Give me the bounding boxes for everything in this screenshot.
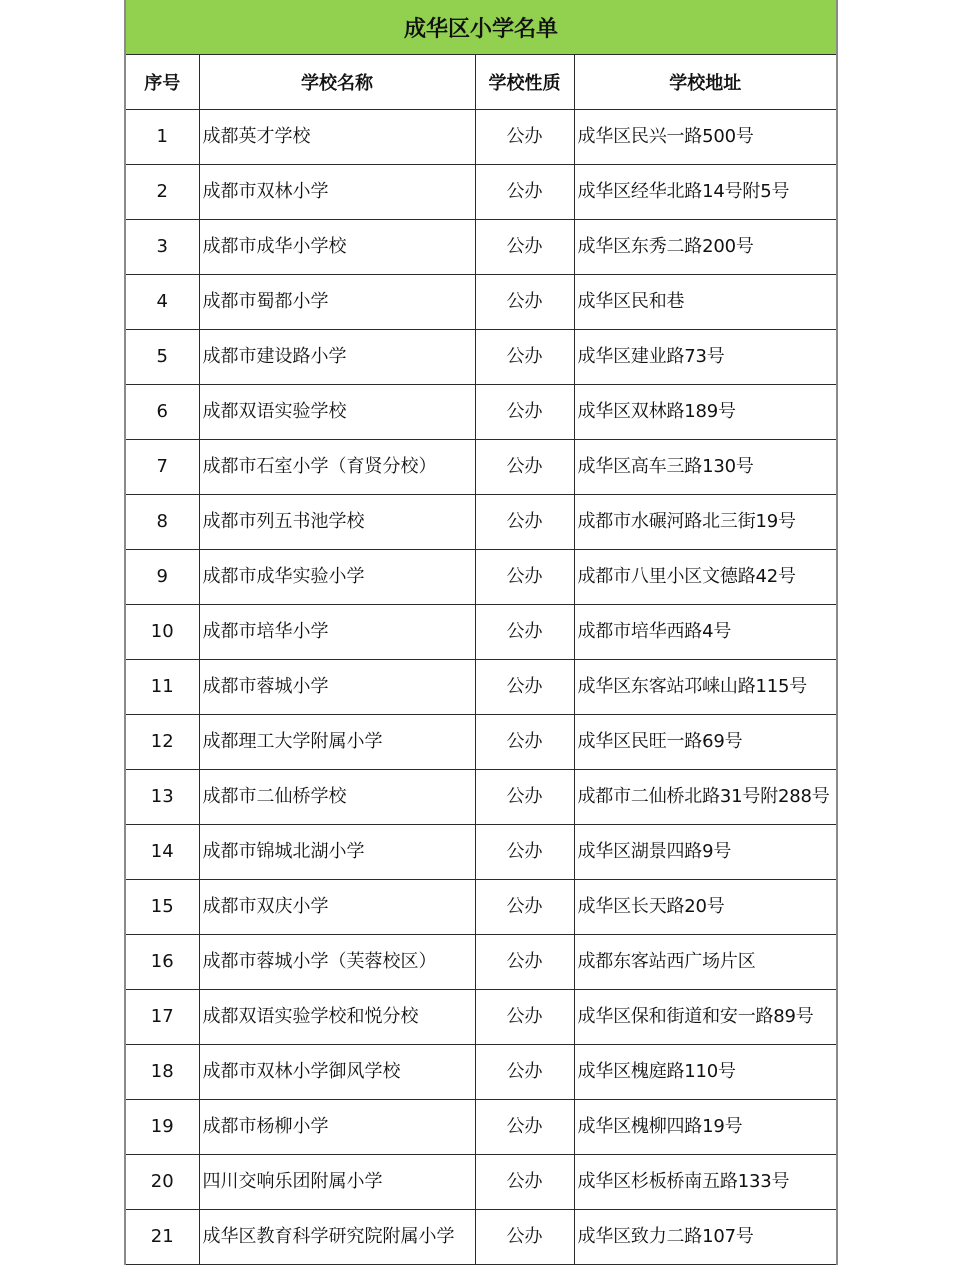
- school-list-sheet: [124, 0, 836, 1265]
- serial-number-cell: 10: [125, 605, 199, 660]
- serial-number-cell: 16: [125, 935, 199, 990]
- school-type-cell: 公办: [475, 770, 574, 825]
- school-address-cell: 成华区建业路73号: [574, 330, 837, 385]
- table-row: [125, 880, 837, 935]
- serial-number-cell: 1: [125, 110, 199, 165]
- school-address-cell: 成华区槐柳四路19号: [574, 1100, 837, 1155]
- school-type-cell: 公办: [475, 1155, 574, 1210]
- serial-number-cell: 6: [125, 385, 199, 440]
- school-address-cell: 成华区致力二路107号: [574, 1210, 837, 1265]
- table-row: [125, 1100, 837, 1155]
- school-name-cell: 成都市成华小学校: [199, 220, 475, 275]
- school-type-cell: 公办: [475, 220, 574, 275]
- serial-number-cell: 5: [125, 330, 199, 385]
- table-row: [125, 110, 837, 165]
- school-type-cell: 公办: [475, 550, 574, 605]
- serial-number-cell: 7: [125, 440, 199, 495]
- school-address-cell: 成华区经华北路14号附5号: [574, 165, 837, 220]
- school-name-cell: 成都双语实验学校: [199, 385, 475, 440]
- school-address-cell: 成华区湖景四路9号: [574, 825, 837, 880]
- school-type-cell: 公办: [475, 495, 574, 550]
- serial-number-cell: 15: [125, 880, 199, 935]
- table-row: [125, 220, 837, 275]
- school-name-cell: 成都市蜀都小学: [199, 275, 475, 330]
- table-row: [125, 1210, 837, 1265]
- serial-number-cell: 9: [125, 550, 199, 605]
- serial-number-cell: 14: [125, 825, 199, 880]
- table-row: [125, 1045, 837, 1100]
- school-address-cell: 成华区东客站邛崃山路115号: [574, 660, 837, 715]
- school-address-cell: 成华区长天路20号: [574, 880, 837, 935]
- school-type-cell: 公办: [475, 1210, 574, 1265]
- school-name-cell: 成都市锦城北湖小学: [199, 825, 475, 880]
- serial-number-cell: 18: [125, 1045, 199, 1100]
- school-name-cell: 成都市石室小学（育贤分校）: [199, 440, 475, 495]
- serial-number-cell: 19: [125, 1100, 199, 1155]
- school-type-cell: 公办: [475, 660, 574, 715]
- school-address-cell: 成都市培华西路4号: [574, 605, 837, 660]
- serial-number-cell: 21: [125, 1210, 199, 1265]
- table-title: 成华区小学名单: [125, 0, 837, 55]
- header-school-address: 学校地址: [574, 55, 837, 110]
- serial-number-cell: 20: [125, 1155, 199, 1210]
- school-name-cell: 成都市双庆小学: [199, 880, 475, 935]
- school-name-cell: 成都市双林小学: [199, 165, 475, 220]
- school-address-cell: 成华区槐庭路110号: [574, 1045, 837, 1100]
- table-row: [125, 990, 837, 1045]
- table-row: [125, 550, 837, 605]
- school-type-cell: 公办: [475, 440, 574, 495]
- school-type-cell: 公办: [475, 880, 574, 935]
- school-address-cell: 成华区东秀二路200号: [574, 220, 837, 275]
- serial-number-cell: 4: [125, 275, 199, 330]
- table-row: [125, 935, 837, 990]
- table-row: [125, 440, 837, 495]
- serial-number-cell: 8: [125, 495, 199, 550]
- school-name-cell: 成都市成华实验小学: [199, 550, 475, 605]
- header-row: [125, 55, 837, 110]
- school-name-cell: 四川交响乐团附属小学: [199, 1155, 475, 1210]
- table-row: [125, 330, 837, 385]
- school-address-cell: 成华区高车三路130号: [574, 440, 837, 495]
- school-type-cell: 公办: [475, 165, 574, 220]
- school-type-cell: 公办: [475, 935, 574, 990]
- school-address-cell: 成都东客站西广场片区: [574, 935, 837, 990]
- header-school-type: 学校性质: [475, 55, 574, 110]
- school-name-cell: 成都双语实验学校和悦分校: [199, 990, 475, 1045]
- school-name-cell: 成都市双林小学御风学校: [199, 1045, 475, 1100]
- school-name-cell: 成都市蓉城小学: [199, 660, 475, 715]
- table-row: [125, 1155, 837, 1210]
- serial-number-cell: 13: [125, 770, 199, 825]
- school-name-cell: 成都市杨柳小学: [199, 1100, 475, 1155]
- serial-number-cell: 11: [125, 660, 199, 715]
- school-address-cell: 成华区杉板桥南五路133号: [574, 1155, 837, 1210]
- school-name-cell: 成都市蓉城小学（芙蓉校区）: [199, 935, 475, 990]
- serial-number-cell: 12: [125, 715, 199, 770]
- school-address-cell: 成都市水碾河路北三街19号: [574, 495, 837, 550]
- school-address-cell: 成华区民和巷: [574, 275, 837, 330]
- serial-number-cell: 2: [125, 165, 199, 220]
- school-type-cell: 公办: [475, 1045, 574, 1100]
- school-address-cell: 成华区民旺一路69号: [574, 715, 837, 770]
- school-name-cell: 成都理工大学附属小学: [199, 715, 475, 770]
- table-row: [125, 165, 837, 220]
- school-address-cell: 成都市八里小区文德路42号: [574, 550, 837, 605]
- table-row: [125, 495, 837, 550]
- school-type-cell: 公办: [475, 990, 574, 1045]
- school-address-cell: 成华区保和街道和安一路89号: [574, 990, 837, 1045]
- table-row: [125, 385, 837, 440]
- school-address-cell: 成华区双林路189号: [574, 385, 837, 440]
- table-body: [125, 110, 837, 1265]
- title-row: [125, 0, 837, 55]
- school-type-cell: 公办: [475, 605, 574, 660]
- serial-number-cell: 17: [125, 990, 199, 1045]
- table-row: [125, 605, 837, 660]
- school-address-cell: 成都市二仙桥北路31号附288号: [574, 770, 837, 825]
- school-type-cell: 公办: [475, 1100, 574, 1155]
- school-name-cell: 成都市建设路小学: [199, 330, 475, 385]
- school-name-cell: 成华区教育科学研究院附属小学: [199, 1210, 475, 1265]
- school-name-cell: 成都英才学校: [199, 110, 475, 165]
- school-type-cell: 公办: [475, 330, 574, 385]
- school-name-cell: 成都市列五书池学校: [199, 495, 475, 550]
- school-address-cell: 成华区民兴一路500号: [574, 110, 837, 165]
- school-type-cell: 公办: [475, 385, 574, 440]
- serial-number-cell: 3: [125, 220, 199, 275]
- table-row: [125, 770, 837, 825]
- table-row: [125, 660, 837, 715]
- header-school-name: 学校名称: [199, 55, 475, 110]
- school-name-cell: 成都市二仙桥学校: [199, 770, 475, 825]
- table-row: [125, 275, 837, 330]
- school-type-cell: 公办: [475, 275, 574, 330]
- school-name-cell: 成都市培华小学: [199, 605, 475, 660]
- table-row: [125, 715, 837, 770]
- school-type-cell: 公办: [475, 715, 574, 770]
- school-table: [124, 0, 838, 1265]
- header-serial-number: 序号: [125, 55, 199, 110]
- school-type-cell: 公办: [475, 110, 574, 165]
- school-type-cell: 公办: [475, 825, 574, 880]
- table-row: [125, 825, 837, 880]
